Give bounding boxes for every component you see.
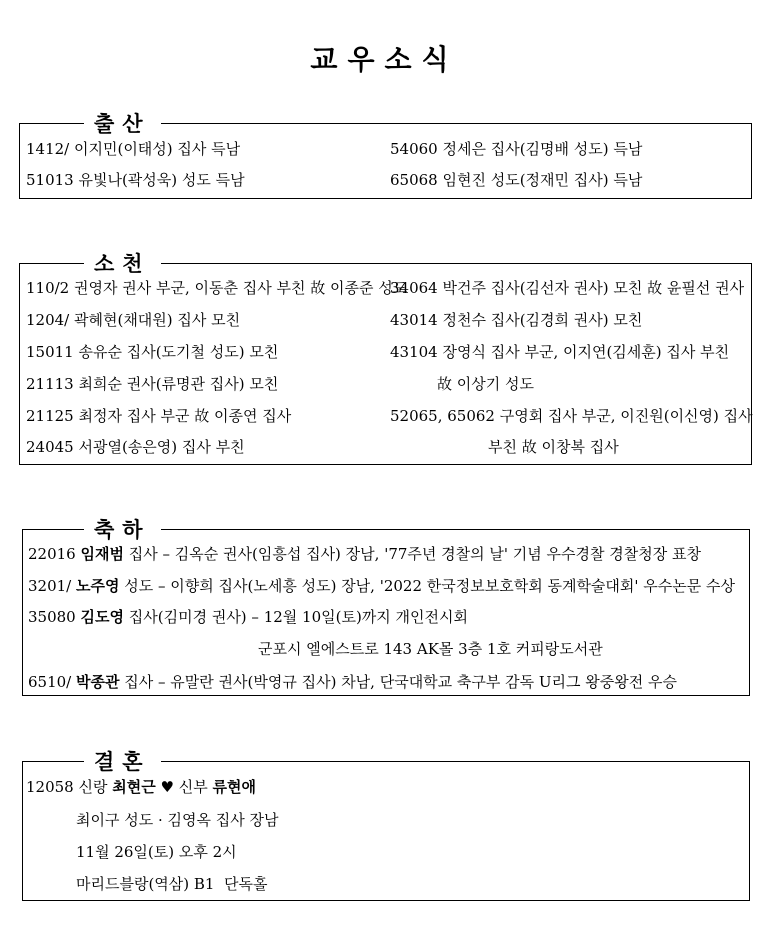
wedding-code: 12058: [26, 778, 74, 796]
congrats-name: 박종관: [76, 673, 120, 691]
congrats-item: [28, 672, 677, 692]
birth-item: 65068 임현진 성도(정재민 집사) 득남: [390, 171, 643, 189]
bride-label: 신부: [178, 778, 208, 796]
congrats-heading: 축하: [84, 518, 161, 542]
congrats-code: 6510/: [28, 673, 72, 691]
congrats-text: 군포시 엘에스트로 143 AK몰 3층 1호 커피랑도서관: [258, 640, 603, 658]
funeral-item: 110/2 권영자 권사 부군, 이동춘 집사 부친 故 이종준 성도: [26, 279, 408, 297]
funeral-heading: 소천: [84, 252, 161, 276]
funeral-item: 43014 정천수 집사(김경희 권사) 모친: [390, 311, 643, 329]
birth-item: 1412/ 이지민(이태성) 집사 득남: [26, 140, 241, 158]
wedding-detail: 마리드블랑(역삼) B1 단독홀: [76, 875, 268, 893]
funeral-item: 15011 송유순 집사(도기철 성도) 모친: [26, 343, 279, 361]
funeral-item: 부친 故 이창복 집사: [488, 438, 619, 456]
congrats-item: [28, 544, 701, 564]
birth-heading: 출산: [84, 112, 161, 136]
birth-item: 54060 정세은 집사(김명배 성도) 득남: [390, 140, 643, 158]
congrats-item: [28, 576, 735, 596]
congrats-name: 김도영: [80, 608, 124, 626]
congrats-text: 집사(김미경 권사) – 12월 10일(토)까지 개인전시회: [123, 608, 469, 626]
congrats-text: 성도 – 이향희 집사(노세흥 성도) 장남, '2022 한국정보보호학회 동계학술대회' 우수논문 수상: [119, 577, 736, 595]
congrats-code: 22016: [28, 545, 76, 563]
congrats-code: 3201/: [28, 577, 72, 595]
wedding-couple: [26, 777, 256, 797]
birth-item: 51013 유빛나(곽성욱) 성도 득남: [26, 171, 245, 189]
funeral-item: 1204/ 곽혜현(채대원) 집사 모친: [26, 311, 241, 329]
congrats-text: 집사 – 유말란 권사(박영규 집사) 차남, 단국대학교 축구부 감독 U리그 왕중왕전 우승: [119, 673, 678, 691]
groom-name: 최현근: [112, 778, 156, 796]
funeral-item: 52065, 65062 구영회 집사 부군, 이진원(이신영) 집사: [390, 407, 753, 425]
congrats-text: 집사 – 김옥순 권사(임흥섭 집사) 장남, '77주년 경찰의 날' 기념 우수경찰 경찰청장 표창: [123, 545, 701, 563]
funeral-item: 21125 최정자 집사 부군 故 이종연 집사: [26, 407, 292, 425]
funeral-item: 34064 박건주 집사(김선자 권사) 모친 故 윤필선 권사: [390, 279, 745, 297]
bride-name: 류현애: [212, 778, 257, 796]
congrats-name: 임재범: [80, 545, 124, 563]
funeral-item: 故 이상기 성도: [437, 375, 534, 393]
congrats-code: 35080: [28, 608, 76, 626]
heart-icon: ♥: [160, 778, 174, 796]
congrats-item: [28, 607, 468, 627]
funeral-item: 24045 서광열(송은영) 집사 부친: [26, 438, 245, 456]
congrats-item-continuation: [258, 639, 603, 659]
groom-label: 신랑: [78, 778, 108, 796]
page-title: 교우소식: [310, 43, 459, 76]
congrats-name: 노주영: [76, 577, 120, 595]
funeral-item: 43104 장영식 집사 부군, 이지연(김세훈) 집사 부친: [390, 343, 730, 361]
wedding-heading: 결혼: [84, 750, 161, 774]
wedding-detail: 11월 26일(토) 오후 2시: [76, 843, 237, 861]
funeral-item: 21113 최희순 권사(류명관 집사) 모친: [26, 375, 279, 393]
wedding-detail: 최이구 성도 · 김영옥 집사 장남: [76, 811, 279, 829]
